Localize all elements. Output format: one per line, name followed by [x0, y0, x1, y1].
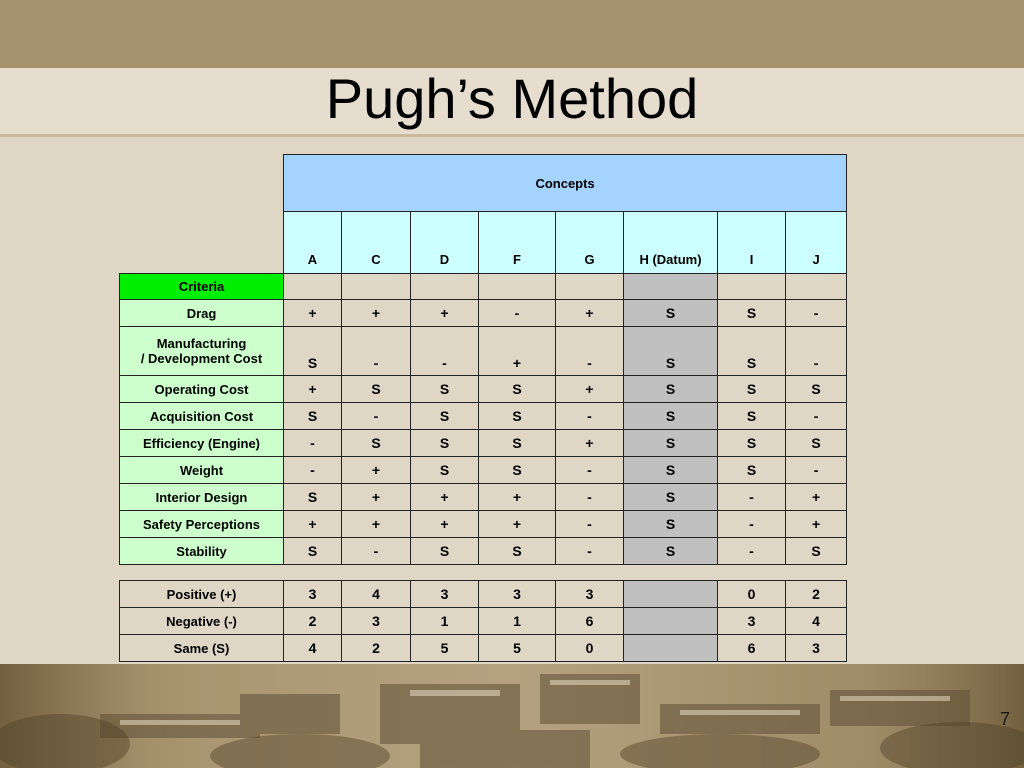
rating-cell: S: [411, 457, 479, 484]
criterion-label: Efficiency (Engine): [120, 430, 284, 457]
summary-count-cell: 6: [556, 608, 624, 635]
rating-cell: -: [556, 403, 624, 430]
summary-count-cell: [624, 581, 718, 608]
rating-cell: -: [556, 327, 624, 376]
rating-cell: S: [786, 376, 847, 403]
summary-count-cell: 4: [342, 581, 411, 608]
rating-cell: +: [342, 457, 411, 484]
rating-cell: S: [479, 457, 556, 484]
rating-cell: -: [342, 403, 411, 430]
column-header-f: F: [479, 212, 556, 274]
empty-cell: [284, 274, 342, 300]
rating-cell: +: [411, 511, 479, 538]
summary-count-cell: 6: [718, 635, 786, 662]
campus-photo: [0, 664, 1024, 768]
summary-count-cell: 0: [556, 635, 624, 662]
rating-cell: -: [556, 511, 624, 538]
rating-cell: S: [786, 538, 847, 565]
rating-cell: S: [624, 376, 718, 403]
rating-cell: S: [718, 376, 786, 403]
summary-row: [120, 635, 847, 662]
slide-title: Pugh’s Method: [325, 67, 699, 130]
criterion-label: Stability: [120, 538, 284, 565]
rating-cell: S: [479, 430, 556, 457]
rating-cell: -: [718, 484, 786, 511]
rating-cell: +: [342, 300, 411, 327]
rating-cell: S: [284, 327, 342, 376]
summary-count-cell: 5: [479, 635, 556, 662]
empty-cell: [479, 274, 556, 300]
table-row: [120, 376, 847, 403]
criterion-label: Weight: [120, 457, 284, 484]
table-row: [120, 327, 847, 376]
column-header-a: A: [284, 212, 342, 274]
column-header-i: I: [718, 212, 786, 274]
criteria-header: Criteria: [120, 274, 284, 300]
rating-cell: S: [624, 327, 718, 376]
empty-cell: [624, 274, 718, 300]
summary-row: [120, 581, 847, 608]
rating-cell: +: [342, 484, 411, 511]
rating-cell: +: [556, 300, 624, 327]
rating-cell: S: [284, 403, 342, 430]
rating-cell: -: [786, 300, 847, 327]
rating-cell: S: [624, 457, 718, 484]
empty-corner: [120, 155, 284, 212]
rating-cell: S: [479, 403, 556, 430]
column-header-c: C: [342, 212, 411, 274]
summary-count-cell: 4: [284, 635, 342, 662]
rating-cell: S: [342, 376, 411, 403]
column-header-h-datum: H (Datum): [624, 212, 718, 274]
table-row: [120, 300, 847, 327]
rating-cell: S: [718, 457, 786, 484]
summary-row: [120, 608, 847, 635]
table-row: [120, 538, 847, 565]
campus-photo-strip: [0, 664, 1024, 768]
summary-count-cell: 1: [411, 608, 479, 635]
summary-label: Positive (+): [120, 581, 284, 608]
rating-cell: S: [411, 376, 479, 403]
rating-cell: S: [284, 484, 342, 511]
summary-count-cell: 5: [411, 635, 479, 662]
criterion-label: Manufacturing / Development Cost: [120, 327, 284, 376]
rating-cell: -: [556, 538, 624, 565]
rating-cell: S: [411, 538, 479, 565]
rating-cell: +: [786, 511, 847, 538]
rating-cell: -: [786, 403, 847, 430]
summary-count-cell: 3: [479, 581, 556, 608]
rating-cell: -: [718, 538, 786, 565]
rating-cell: +: [284, 511, 342, 538]
empty-corner: [120, 212, 284, 274]
rating-cell: S: [718, 403, 786, 430]
rating-cell: -: [556, 457, 624, 484]
summary-count-cell: 2: [342, 635, 411, 662]
pugh-matrix-table: [119, 154, 847, 565]
rating-cell: S: [624, 511, 718, 538]
rating-cell: S: [342, 430, 411, 457]
concepts-header: Concepts: [284, 155, 847, 212]
rating-cell: S: [624, 300, 718, 327]
rating-cell: -: [786, 327, 847, 376]
rating-cell: +: [411, 300, 479, 327]
criterion-label: Acquisition Cost: [120, 403, 284, 430]
empty-cell: [718, 274, 786, 300]
rating-cell: +: [411, 484, 479, 511]
criterion-label: Interior Design: [120, 484, 284, 511]
empty-cell: [556, 274, 624, 300]
rating-cell: -: [342, 327, 411, 376]
title-divider: [0, 134, 1024, 137]
empty-cell: [786, 274, 847, 300]
rating-cell: +: [556, 430, 624, 457]
empty-cell: [342, 274, 411, 300]
rating-cell: +: [342, 511, 411, 538]
rating-cell: +: [479, 511, 556, 538]
column-header-g: G: [556, 212, 624, 274]
rating-cell: -: [411, 327, 479, 376]
rating-cell: +: [479, 484, 556, 511]
rating-cell: S: [479, 376, 556, 403]
summary-count-cell: 0: [718, 581, 786, 608]
rating-cell: -: [479, 300, 556, 327]
rating-cell: S: [624, 430, 718, 457]
empty-cell: [411, 274, 479, 300]
rating-cell: +: [786, 484, 847, 511]
rating-cell: S: [284, 538, 342, 565]
rating-cell: S: [786, 430, 847, 457]
summary-count-cell: 3: [342, 608, 411, 635]
rating-cell: S: [479, 538, 556, 565]
rating-cell: S: [411, 430, 479, 457]
summary-table: [119, 580, 847, 662]
rating-cell: S: [624, 538, 718, 565]
rating-cell: -: [284, 430, 342, 457]
summary-label: Same (S): [120, 635, 284, 662]
rating-cell: S: [718, 327, 786, 376]
column-header-d: D: [411, 212, 479, 274]
rating-cell: +: [284, 376, 342, 403]
criterion-label: Operating Cost: [120, 376, 284, 403]
rating-cell: -: [284, 457, 342, 484]
column-header-j: J: [786, 212, 847, 274]
rating-cell: +: [284, 300, 342, 327]
summary-label: Negative (-): [120, 608, 284, 635]
table-row: [120, 430, 847, 457]
rating-cell: +: [479, 327, 556, 376]
top-decorative-band: [0, 0, 1024, 68]
summary-count-cell: [624, 608, 718, 635]
summary-count-cell: 1: [479, 608, 556, 635]
summary-count-cell: 3: [411, 581, 479, 608]
rating-cell: -: [786, 457, 847, 484]
table-row: [120, 403, 847, 430]
summary-count-cell: [624, 635, 718, 662]
rating-cell: +: [556, 376, 624, 403]
rating-cell: S: [624, 484, 718, 511]
summary-count-cell: 3: [718, 608, 786, 635]
rating-cell: -: [556, 484, 624, 511]
summary-count-cell: 2: [284, 608, 342, 635]
rating-cell: -: [718, 511, 786, 538]
rating-cell: -: [342, 538, 411, 565]
summary-count-cell: 3: [284, 581, 342, 608]
summary-count-cell: 4: [786, 608, 847, 635]
summary-count-cell: 3: [786, 635, 847, 662]
rating-cell: S: [718, 430, 786, 457]
summary-count-cell: 2: [786, 581, 847, 608]
rating-cell: S: [624, 403, 718, 430]
table-row: [120, 511, 847, 538]
rating-cell: S: [411, 403, 479, 430]
rating-cell: S: [718, 300, 786, 327]
table-row: [120, 484, 847, 511]
table-row: [120, 457, 847, 484]
summary-count-cell: 3: [556, 581, 624, 608]
page-number: 7: [999, 709, 1010, 729]
criterion-label: Drag: [120, 300, 284, 327]
criterion-label: Safety Perceptions: [120, 511, 284, 538]
